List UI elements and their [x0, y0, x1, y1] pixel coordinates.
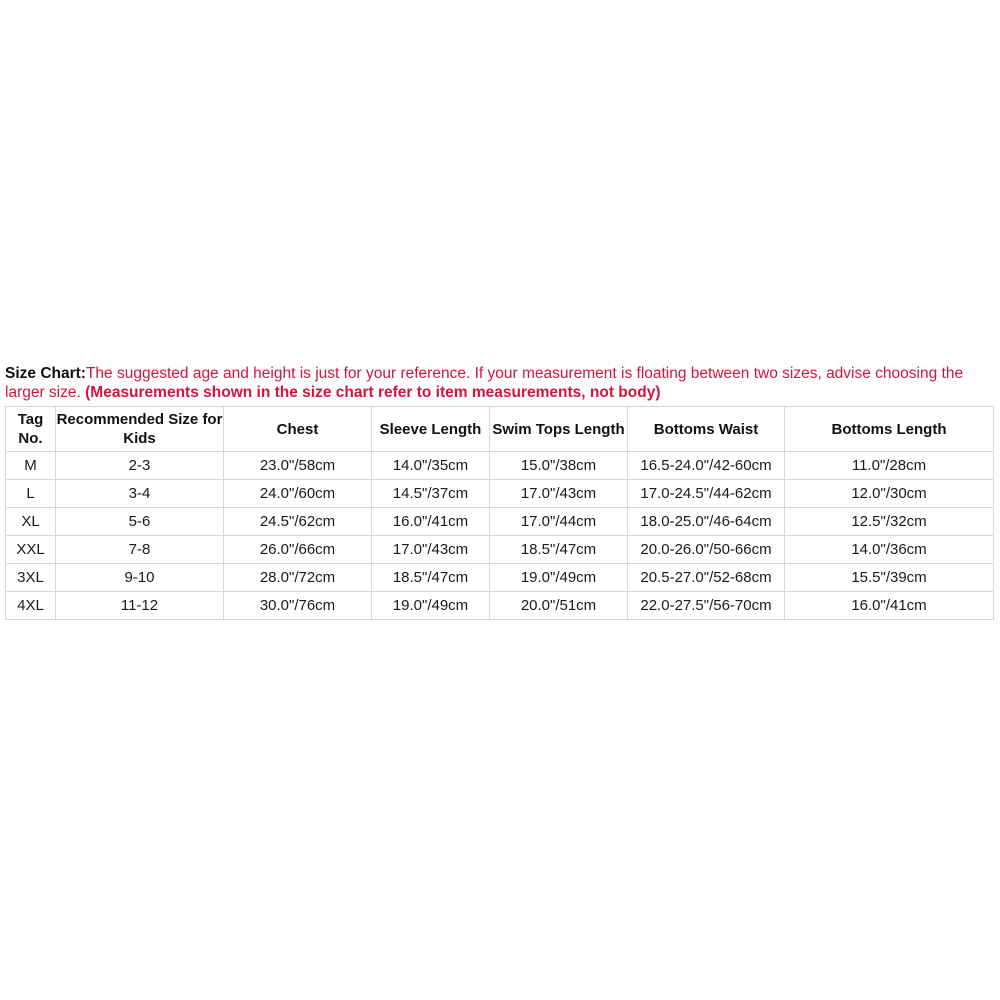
cell-waist: 22.0-27.5"/56-70cm	[628, 592, 785, 620]
size-table	[5, 406, 994, 620]
cell-tag: XL	[6, 508, 56, 536]
cell-sleeve: 14.5"/37cm	[372, 480, 490, 508]
cell-top-length: 18.5"/47cm	[490, 536, 628, 564]
header-recommended-size: Recommended Size for Kids	[56, 407, 224, 452]
cell-age: 9-10	[56, 564, 224, 592]
cell-waist: 20.0-26.0"/50-66cm	[628, 536, 785, 564]
cell-top-length: 17.0"/44cm	[490, 508, 628, 536]
header-swim-tops-length: Swim Tops Length	[490, 407, 628, 452]
table-header-row	[6, 407, 994, 452]
table-row	[6, 564, 994, 592]
cell-sleeve: 19.0"/49cm	[372, 592, 490, 620]
cell-bottom-length: 11.0"/28cm	[785, 452, 994, 480]
cell-chest: 24.5"/62cm	[224, 508, 372, 536]
table-row	[6, 536, 994, 564]
cell-bottom-length: 12.0"/30cm	[785, 480, 994, 508]
cell-chest: 23.0"/58cm	[224, 452, 372, 480]
cell-chest: 26.0"/66cm	[224, 536, 372, 564]
table-row	[6, 508, 994, 536]
cell-top-length: 17.0"/43cm	[490, 480, 628, 508]
table-row	[6, 480, 994, 508]
cell-tag: 4XL	[6, 592, 56, 620]
cell-tag: 3XL	[6, 564, 56, 592]
cell-waist: 20.5-27.0"/52-68cm	[628, 564, 785, 592]
cell-top-length: 20.0"/51cm	[490, 592, 628, 620]
header-bottoms-length: Bottoms Length	[785, 407, 994, 452]
cell-age: 5-6	[56, 508, 224, 536]
header-bottoms-waist: Bottoms Waist	[628, 407, 785, 452]
cell-bottom-length: 15.5"/39cm	[785, 564, 994, 592]
cell-waist: 18.0-25.0"/46-64cm	[628, 508, 785, 536]
cell-tag: M	[6, 452, 56, 480]
header-chest: Chest	[224, 407, 372, 452]
cell-chest: 30.0"/76cm	[224, 592, 372, 620]
cell-top-length: 19.0"/49cm	[490, 564, 628, 592]
cell-age: 7-8	[56, 536, 224, 564]
cell-tag: L	[6, 480, 56, 508]
cell-age: 11-12	[56, 592, 224, 620]
header-tag-no: Tag No.	[6, 407, 56, 452]
cell-sleeve: 14.0"/35cm	[372, 452, 490, 480]
cell-waist: 17.0-24.5"/44-62cm	[628, 480, 785, 508]
cell-bottom-length: 14.0"/36cm	[785, 536, 994, 564]
cell-age: 2-3	[56, 452, 224, 480]
header-sleeve-length: Sleeve Length	[372, 407, 490, 452]
cell-bottom-length: 12.5"/32cm	[785, 508, 994, 536]
size-chart-disclaimer: (Measurements shown in the size chart refer to item measurements, not body)	[85, 384, 661, 401]
cell-sleeve: 18.5"/47cm	[372, 564, 490, 592]
cell-age: 3-4	[56, 480, 224, 508]
cell-chest: 28.0"/72cm	[224, 564, 372, 592]
size-chart-advice: The suggested age and height is just for your reference. If your measurement is floating between two sizes, advise choosing the larger size.	[5, 365, 964, 401]
size-chart	[5, 364, 993, 620]
cell-sleeve: 17.0"/43cm	[372, 536, 490, 564]
table-row	[6, 452, 994, 480]
cell-top-length: 15.0"/38cm	[490, 452, 628, 480]
cell-chest: 24.0"/60cm	[224, 480, 372, 508]
cell-tag: XXL	[6, 536, 56, 564]
cell-waist: 16.5-24.0"/42-60cm	[628, 452, 785, 480]
size-chart-label: Size Chart:	[5, 365, 86, 382]
table-row	[6, 592, 994, 620]
cell-bottom-length: 16.0"/41cm	[785, 592, 994, 620]
size-chart-note	[5, 364, 993, 402]
cell-sleeve: 16.0"/41cm	[372, 508, 490, 536]
